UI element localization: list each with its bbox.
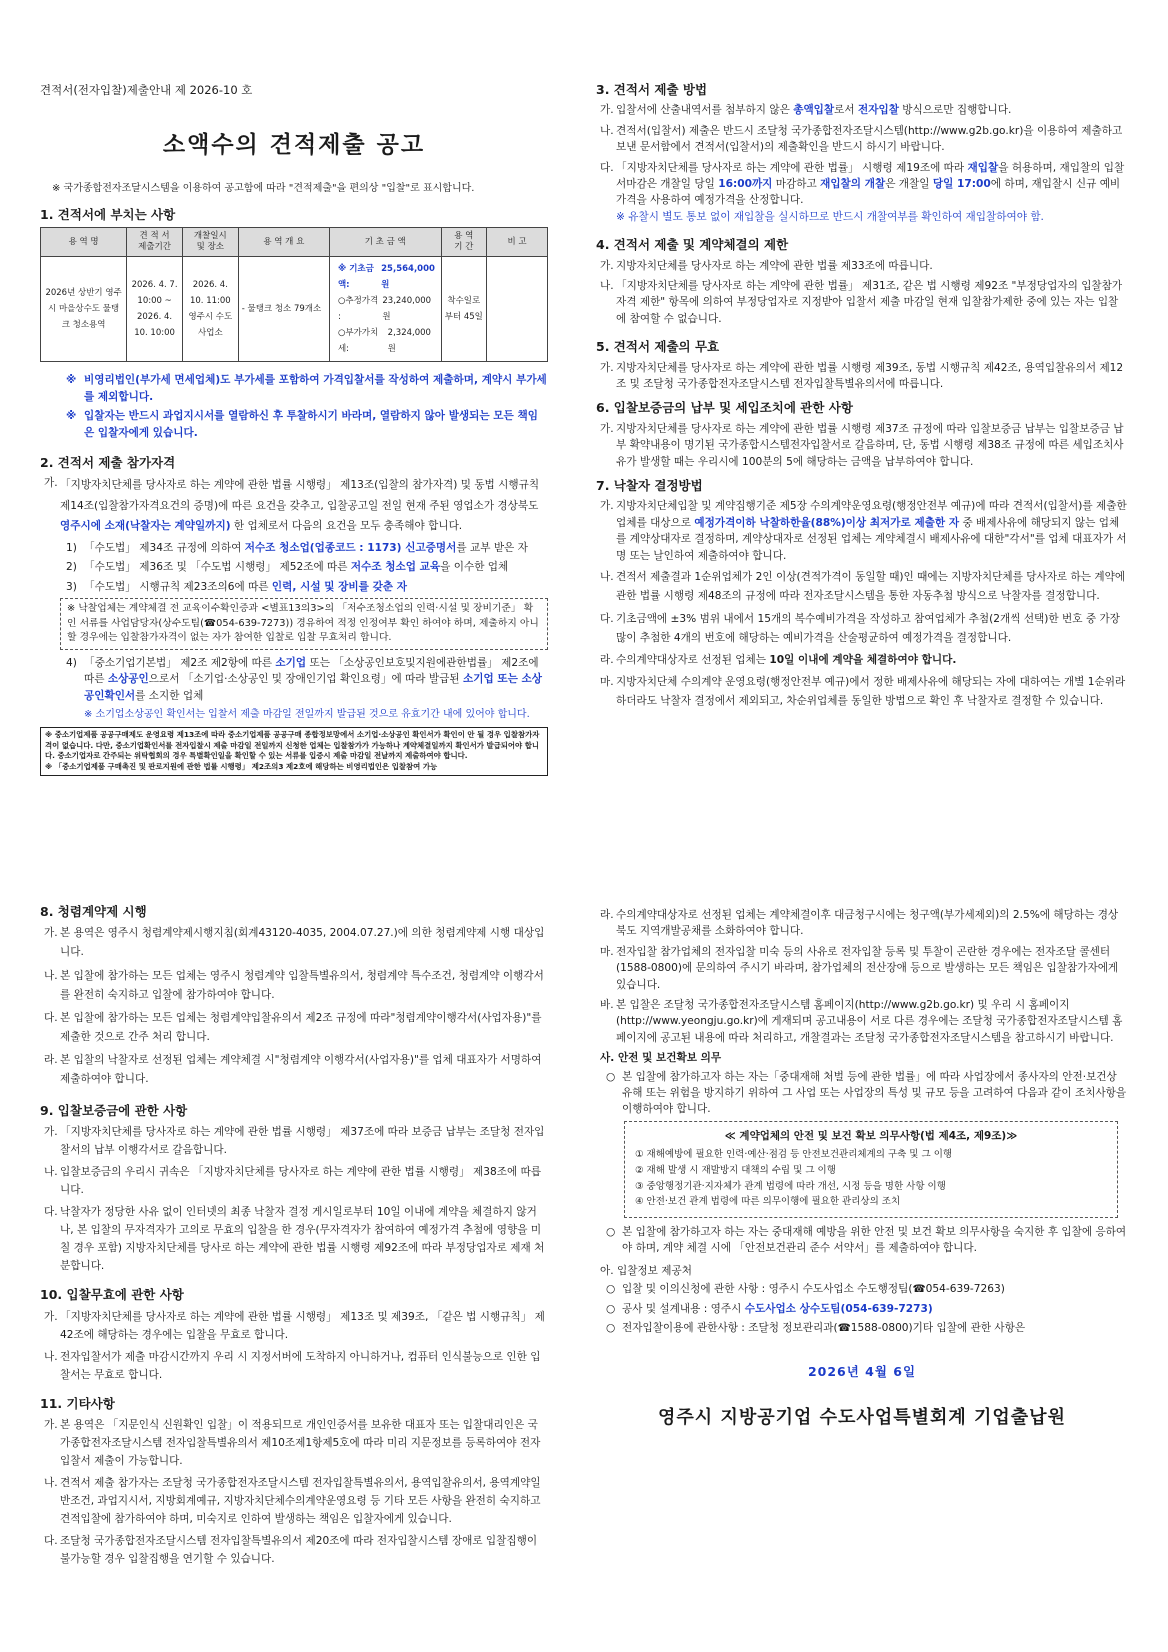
s2-item-1-a: 「수도법」 제34조 규정에 의하여 — [84, 541, 245, 554]
s9-ga: 가. 「지방자치단체를 당사자로 하는 계약에 관한 법률 시행령」 제37조에 따라 보증금 납부는 조달청 전자입찰서의 납부 이행각서로 갈음합니다. — [40, 1123, 548, 1159]
s4-na-text: 「지방자치단체를 당사자로 하는 계약에 관한 법률」 제31조, 같은 법 시행령 제92조 "부정당업자의 입찰참가자격 제한" 항목에 의하여 부정당업자로 지정받아 입찰서 제출 마감일 현재 입찰참가제한 중에 있는 자는 입찰에 참여할 수 없습니다. — [616, 280, 1123, 325]
s2-item-2-b: 저수조 청소업 교육 — [350, 561, 441, 574]
s2-item-4-c: 또는 「소상공인보호및지원에관한법률」 제2조에 따른 — [84, 657, 539, 686]
safety-box-title: ≪ 계약업체의 안전 및 보건 확보 의무사항(법 제4조, 제9조)≫ — [724, 1129, 1018, 1142]
s2-small-box-2: ※ 「중소기업제품 구매촉진 및 판로지원에 관한 법률 시행령」 제2조의3 제2호에 해당하는 비영리법인은 입찰참여 가능 — [45, 762, 438, 771]
s11-ba-text: 본 입찰은 조달청 국가종합전자조달시스템 홈페이지(http://www.g2b.go.kr) 및 우리 시 홈페이지(http://www.yeongju.go.kr)에 게재되며 공고내용이 서로 다른 경우에는 조달청 국가종합전자조달시스템 홈페이지에 공고된 내용에 따라 처리하고, 개찰결과는 조달청 국가종합전자조달시스템을 참고하시기 바랍니다. — [616, 999, 1123, 1044]
section-3-title: 3. 견적서 제출 방법 — [596, 82, 708, 97]
issuer-signature: 영주시 지방공기업 수도사업특별회계 기업출납원 — [658, 1406, 1066, 1428]
s7-na-text: 견적서 제출결과 1순위업체가 2인 이상(견적가격이 동일할 때)인 때에는 지방자치단체를 당사자로 하는 계약에 관한 법률 시행령 제48조의 규정에 따라 전자조달시스템을 통한 자동추첨 방식으로 낙찰자를 결정합니다. — [616, 571, 1126, 603]
base-amount-value: 25,564,000원 — [381, 263, 435, 290]
s3-na: 나. 견적서(입찰서) 제출은 반드시 조달청 국가종합전자조달시스템(http://www.g2b.go.kr)을 이용하여 제출하고 보낸 문서함에서 견적서(입찰서)의 제출확인을 반드시 하시기 바랍니다. — [596, 123, 1128, 156]
s2-ga-text-c: 한 업체로서 다음의 요건을 모두 충족해야 합니다. — [230, 519, 463, 532]
est-amount-row — [338, 293, 438, 325]
col-header-amount: 기 초 금 액 — [329, 228, 441, 256]
s11-da-text: 조달청 국가종합전자조달시스템 전자입찰특별유의서 제20조에 따라 전자입찰시스템 장애로 입찰집행이 불가능할 경우 입찰집행을 연기할 수 있습니다. — [60, 1535, 538, 1565]
warning-mark: ※ — [66, 374, 77, 387]
vat-amount-value: 2,324,000원 — [387, 328, 431, 355]
s3-da-g: 은 개찰일 — [885, 178, 933, 190]
est-amount-label: ○추정가격 : — [337, 295, 379, 322]
s2-note-box: ※ 낙찰업체는 계약체결 전 교육이수확인증과 <별표13의3>의 「저수조청소업의 인력·시설 및 장비기준」 확인 서류를 사업담당자(상수도팀(☎054-639-7273)) 경유하여 적정 인정여부 확인 하여야 하며, 제출하지 아니할 경우에는 입찰참가자격이 없는 자가 참여한 입찰로 입찰 무효처리 합니다. — [60, 598, 548, 650]
s6-ga-text: 지방자치단체를 당사자로 하는 계약에 관한 법률 시행령 제37조 규정에 따라 입찰보증금 납부는 입찰보증금 납부 확약내용이 명기된 국가종합시스템전자입찰서로 갈음하며, 단, 동법 시행령 제38조 규정에 따른 세입조치사유가 발생할 때는 우리시에 100분의 5에 해당하는 금액을 납부하여야 합니다. — [616, 422, 1124, 468]
vat-amount-label: ○부가가치세: — [337, 328, 379, 355]
s11-ba: 바. 본 입찰은 조달청 국가종합전자조달시스템 홈페이지(http://www.g2b.go.kr) 및 우리 시 홈페이지(http://www.yeongju.go.kr)에 게재되며 공고내용이 서로 다른 경우에는 조달청 국가종합전자조달시스템 홈페이지에 공고된 내용에 따라 처리하고, 개찰결과는 조달청 국가종합전자조달시스템을 참고하시기 바랍니다. — [596, 997, 1128, 1046]
s3-da: 다. 「지방자치단체를 당사자로 하는 계약에 관한 법률」 시행령 제19조에 따라 재입찰을 허용하며, 재입찰의 입찰서마감은 개찰일 당일 16:00까지 마감하고 재입찰의 개찰은 개찰일 당일 17:00에 하며, 재입찰시 신규 예비가격을 사용하여 예정가격을 산정합니다. ※ 유찰시 별도 통보 없이 재입찰을 실시하므로 반드시 개찰여부를 확인하여 재입찰하여야 함. — [600, 161, 1125, 223]
s11-ma: 마. 전자입찰 참가업체의 전자입찰 미숙 등의 사유로 전자입찰 등록 및 투찰이 곤란한 경우에는 전자조달 콜센터(1588-0800)에 문의하여 주시기 바라며, 참가업체의 전산장애 등으로 발생하는 모든 책임은 입찰참가자에게 있습니다. — [596, 944, 1128, 993]
s11-ra: 라. 수의계약대상자로 선정된 업체는 계약체결이후 대금청구시에는 청구액(부가세제외)의 2.5%에 해당하는 경상북도 지역개발공채를 소화하여야 합니다. — [596, 907, 1128, 940]
top-left-column — [40, 82, 548, 771]
cell-period: 2026. 4. 7. 10:00 ~ 2026. 4. 10. 10:00 — [127, 256, 183, 362]
s11-sa-2: ○ 본 입찰에 참가하고자 하는 자는 중대재해 예방을 위한 안전 및 보건 확보 의무사항을 숙지한 후 입찰에 응하여야 하며, 계약 체결 시에 「안전보건관리 준수 서약서」를 제출하여야 합니다. — [606, 1224, 1128, 1257]
s2-item-3: 3) 「수도법」 시행규칙 제23조의6에 따른 인력, 시설 및 장비를 갖춘 자 — [66, 580, 407, 593]
s8-na-text: 본 입찰에 참가하는 모든 업체는 영주시 청렴계약 입찰특별유의서, 청렴계약 특수조건, 청렴계약 이행각서를 완전히 숙지하고 입찰에 참가하여야 합니다. — [60, 969, 544, 1001]
s2-item-4-a: 「중소기업기본법」 제2조 제2항에 따른 — [84, 657, 276, 670]
s7-da-text: 기초금액에 ±3% 범위 내에서 15개의 복수예비가격을 작성하고 참여업체가 추첨(2개씩 선택)한 번호 중 가장 많이 추첨한 4개의 번호에 해당하는 예비가격을 산술평균하여 예정가격을 결정합니다. — [616, 613, 1120, 645]
s11-na: 나. 견적서 제출 참가자는 조달청 국가종합전자조달시스템 전자입찰특별유의서, 용역입찰유의서, 용역계약일반조건, 과업지시서, 지방회계예규, 지방자치단체수의계약운영요령 등 기타 모든 사항을 완전히 숙지하고 견적입찰에 참가하여야 하며, 미숙지로 인하여 발생하는 책임은 입찰자에게 있습니다. — [40, 1474, 548, 1528]
s2-item-4-g: 를 소지한 업체 — [135, 689, 204, 702]
s4-ga-text: 지방자치단체를 당사자로 하는 계약에 관한 법률 제33조에 따릅니다. — [616, 259, 933, 272]
s7-ma-text: 지방자치단체 수의계약 운영요령(행정안전부 예규)에서 정한 배제사유에 해당되는 자에 대하여는 개별 1순위라 하더라도 낙찰자 결정에서 제외되고, 차순위업체를 동일한 방법으로 확인 후 낙찰자로 결정할 수 있습니다. — [616, 675, 1126, 707]
s11-a-3-text: 전자입찰이용에 관한사항 : 조달청 정보관리과(☎1588-0800)기타 입찰에 관한 사항은 — [622, 1322, 1026, 1335]
s5-ga-text: 지방자치단체를 당사자로 하는 계약에 관한 법률 시행령 제39조, 동법 시행규칙 제42조, 용역입찰유의서 제12조 및 조달청 국가종합전자조달시스템 전자입찰특별유의서에 따릅니다. — [616, 361, 1124, 390]
s7-ra-b: 10일 이내에 계약을 체결하여야 합니다. — [769, 654, 957, 667]
s3-da-c: 을 허용하며, 재입찰의 입찰서마감은 개찰일 당일 — [616, 161, 1125, 190]
s7-ga: 가. 지방자치단체입찰 및 계약집행기준 제5장 수의계약운영요령(행정안전부 예규)에 따라 견적서(입찰서)를 제출한 업체를 대상으로 예정가격이하 낙찰하한율(88%)이상 최저가로 제출한 자 중 배제사유에 해당되지 않는 업체를 계약상대자로 결정하며, 계약상대자로 선정된 업체는 계약체결시 배제사유에 대한"각서"를 업체 대표자가 서명 또는 날인하여 제출하여야 합니다. — [600, 500, 1127, 562]
s3-ga: 가. 입찰서에 산출내역서를 첨부하지 않은 총액입찰로서 전자입찰 방식으로만 집행합니다. — [600, 104, 1012, 117]
base-amount-label: ※ 기초금액: — [337, 263, 374, 290]
s8-ra: 라. 본 입찰의 낙찰자로 선정된 업체는 계약체결 시"청렴계약 이행각서(사업자용)"를 업체 대표자가 서명하여 제출하여야 합니다. — [40, 1051, 548, 1089]
s2-small-box — [40, 727, 548, 776]
safety-duty-box — [624, 1121, 1118, 1218]
s2-item-2-a: 「수도법」 제36조 및 「수도법 시행령」 제52조에 따른 — [84, 561, 351, 574]
warning-vat-text: 비영리법인(부가세 면세업체)도 부가세를 포함하여 가격입찰서를 작성하여 제출하며, 계약시 부가세를 제외합니다. — [84, 374, 547, 403]
s4-ga: 가. 지방자치단체를 당사자로 하는 계약에 관한 법률 제33조에 따릅니다. — [596, 258, 1128, 274]
cell-name: 2026년 상반기 영주시 마을상수도 물탱크 청소용역 — [41, 256, 127, 362]
base-amount-row — [338, 261, 438, 293]
s2-item-3-a: 「수도법」 시행규칙 제23조의6에 따른 — [84, 580, 272, 593]
s11-ga: 가. 본 용역은 「지문인식 신원확인 입찰」이 적용되므로 개인인증서를 보유한 대표자 또는 입찰대리인은 국가종합전자조달시스템 전자입찰특별유의서 제10조제1항제5호에 따라 미리 지문정보를 등록하여야 전자입찰서 제출이 가능합니다. — [40, 1416, 548, 1470]
s2-ga-text-a: 「지방자치단체를 당사자로 하는 계약에 관한 법률 시행령」 제13조(입찰의 참가자격) 및 동법 시행규칙 제14조(입찰참가자격요건의 증명)에 따른 요건을 갖추고, 입찰공고일 전일 현재 주된 영업소가 경상북도 — [60, 479, 540, 512]
safety-list — [635, 1148, 1107, 1210]
warning-vat — [66, 372, 548, 405]
s11-a-3: ○ 전자입찰이용에 관한사항 : 조달청 정보관리과(☎1588-0800)기타 입찰에 관한 사항은 — [606, 1320, 1128, 1336]
s10-na: 나. 전자입찰서가 제출 마감시간까지 우리 시 지정서버에 도착하지 아니하거나, 컴퓨터 인식불능으로 인한 입찰서는 무효로 합니다. — [40, 1348, 548, 1384]
s8-ra-text: 본 입찰의 낙찰자로 선정된 업체는 계약체결 시"청렴계약 이행각서(사업자용)"를 업체 대표자가 서명하여 제출하여야 합니다. — [60, 1053, 542, 1085]
section-4-title: 4. 견적서 제출 및 계약체결의 제한 — [596, 237, 789, 253]
list-item: ④ 안전·보건 관계 법령에 따른 의무이행에 필요한 관리상의 조치 — [635, 1196, 901, 1208]
s7-ga-b: 예정가격이하 낙찰하한율(88%)이상 최저가로 제출한 자 — [694, 516, 960, 529]
s7-na: 나. 견적서 제출결과 1순위업체가 2인 이상(견적가격이 동일할 때)인 때에는 지방자치단체를 당사자로 하는 계약에 관한 법률 시행령 제48조의 규정에 따라 전자조달시스템을 통한 자동추첨 방식으로 낙찰자를 결정합니다. — [596, 568, 1128, 606]
section-6-title: 6. 입찰보증금의 납부 및 세입조치에 관한 사항 — [596, 400, 853, 416]
notice-date: 2026년 4월 6일 — [807, 1364, 917, 1380]
s10-na-text: 전자입찰서가 제출 마감시간까지 우리 시 지정서버에 도착하지 아니하거나, 컴퓨터 인식불능으로 인한 입찰서는 무효로 합니다. — [60, 1350, 541, 1381]
s2-item-4-d: 소상공인 — [107, 673, 149, 686]
s7-da: 다. 기초금액에 ±3% 범위 내에서 15개의 복수예비가격을 작성하고 참여업체가 추첨(2개씩 선택)한 번호 중 가장 많이 추첨한 4개의 번호에 해당하는 예비가격을 산술평균하여 예정가격을 결정합니다. — [596, 610, 1128, 648]
s7-ra: 라. 수의계약대상자로 선정된 업체는 10일 이내에 계약을 체결하여야 합니다. — [600, 654, 957, 667]
s3-da-note: ※ 유찰시 별도 통보 없이 재입찰을 실시하므로 반드시 개찰여부를 확인하여 재입찰하여야 함. — [616, 210, 1044, 223]
list-item: ① 재해예방에 필요한 인력·예산·점검 등 안전보건관리체계의 구축 및 그 이행 — [635, 1149, 953, 1161]
s2-ga: 가. 「지방자치단체를 당사자로 하는 계약에 관한 법률 시행령」 제13조(입찰의 참가자격) 및 동법 시행규칙 제14조(입찰참가자격요건의 증명)에 따른 요건을 갖추고, 입찰공고일 전일 현재 주된 영업소가 경상북도 영주시에 소재(낙찰자는 계약일까지) 한 업체로서 다음의 요건을 모두 충족해야 합니다. — [44, 477, 540, 532]
cell-duration: 착수일로부터 45일 — [441, 256, 487, 362]
col-header-name: 용 역 명 — [41, 228, 127, 256]
vat-amount-row — [338, 325, 438, 357]
s11-ra-text: 수의계약대상자로 선정된 업체는 계약체결이후 대금청구시에는 청구액(부가세제외)의 2.5%에 해당하는 경상북도 지역개발공채를 소화하여야 합니다. — [616, 909, 1119, 938]
s11-sa-2-text: 본 입찰에 참가하고자 하는 자는 중대재해 예방을 위한 안전 및 보건 확보 의무사항을 숙지한 후 입찰에 응하여야 하며, 계약 체결 시에 「안전보건관리 준수 서약서」를 제출하여야 합니다. — [622, 1226, 1127, 1255]
s2-item-4: 4) 「중소기업기본법」 제2조 제2항에 따른 소기업 또는 「소상공인보호및지원에관한법률」 제2조에 따른 소상공인으로서 「소기업·소상공인 및 장애인기업 확인요령」에 따라 발급된 소기업 또는 소상공인확인서를 소지한 업체 — [66, 657, 542, 702]
s2-item-4-b: 소기업 — [275, 657, 307, 670]
s3-da-a: 「지방자치단체를 당사자로 하는 계약에 관한 법률」 시행령 제19조에 따라 — [616, 161, 968, 174]
warning-mark: ※ — [66, 410, 77, 423]
s11-na-text: 견적서 제출 참가자는 조달청 국가종합전자조달시스템 전자입찰특별유의서, 용역입찰유의서, 용역계약일반조건, 과업지시서, 지방회계예규, 지방자치단체수의계약운영요령 등 기타 모든 사항을 완전히 숙지하고 견적입찰에 참가하여야 하며, 미숙지로 인하여 발생하는 책임은 입찰자에게 있습니다. — [60, 1477, 541, 1525]
bottom-left-column — [40, 902, 548, 1614]
section-7-title: 7. 낙찰자 결정방법 — [596, 478, 703, 493]
top-right-column — [596, 80, 1128, 760]
s7-ra-a: 수의계약대상자로 선정된 업체는 — [616, 654, 770, 667]
list-item: ③ 중앙행정기관·지자체가 관계 법령에 따라 개선, 시정 등을 명한 사항 이행 — [635, 1180, 946, 1192]
s11-ma-text: 전자입찰 참가업체의 전자입찰 미숙 등의 사유로 전자입찰 등록 및 투찰이 곤란한 경우에는 전자조달 콜센터(1588-0800)에 문의하여 주시기 바라며, 참가업체의 전산장애 등으로 발생하는 모든 책임은 입찰참가자에게 있습니다. — [616, 945, 1119, 991]
s7-ma: 마. 지방자치단체 수의계약 운영요령(행정안전부 예규)에서 정한 배제사유에 해당되는 자에 대하여는 개별 1순위라 하더라도 낙찰자 결정에서 제외되고, 차순위업체를 동일한 방법으로 확인 후 낙찰자로 결정할 수 있습니다. — [596, 673, 1128, 711]
s11-a-1: ○ 입찰 및 이의신청에 관한 사항 : 영주시 수도사업소 수도행정팀(☎054-639-7263) — [606, 1281, 1128, 1297]
s11-da: 다. 조달청 국가종합전자조달시스템 전자입찰특별유의서 제20조에 따라 전자입찰시스템 장애로 입찰집행이 불가능할 경우 입찰집행을 연기할 수 있습니다. — [40, 1532, 548, 1568]
cell-overview: - 물탱크 청소 79개소 — [238, 256, 329, 362]
s2-item-4-note: ※ 소기업소상공인 확인서는 입찰서 제출 마감일 전일까지 발급된 것으로 유효기간 내에 있어야 합니다. — [84, 709, 530, 721]
s2-item-4-f: 소기업 또는 소상공인확인서 — [84, 673, 542, 702]
s3-ga-d: 전자입찰 — [858, 104, 899, 117]
s9-da: 다. 낙찰자가 정당한 사유 없이 인터넷의 최종 낙찰자 결정 게시일로부터 10일 이내에 계약을 체결하지 않거나, 본 입찰의 무자격자가 고의로 무효의 입찰을 한 경우(무자격자가 참여하여 예정가격 추첨에 영향을 미칠 경우 포함) 지방자치단체를 당사로 하는 계약에 관한 법률 시행령 제92조에 따라 부정당업자로 제재 처분합니다. — [40, 1203, 548, 1275]
cell-note — [487, 256, 548, 362]
col-header-overview: 용 역 개 요 — [238, 228, 329, 256]
s11-a-title: 아. 입찰정보 제공처 — [600, 1264, 692, 1277]
s8-ga-text: 본 용역은 영주시 청렴계약제시행지침(회계43120-4035, 2004.07.27.)에 의한 청렴계약제 시행 대상입니다. — [60, 927, 545, 959]
s3-ga-b: 총액입찰 — [793, 104, 835, 117]
s9-na: 나. 입찰보증금의 우리시 귀속은 「지방자치단체를 당사자로 하는 계약에 관한 법률 시행령」 제38조에 따릅니다. — [40, 1163, 548, 1199]
section-1-title: 1. 견적서에 부치는 사항 — [40, 206, 176, 222]
section-2-title: 2. 견적서 제출 참가자격 — [40, 455, 176, 471]
s11-a-2: ○ 공사 및 설계내용 : 영주시 수도사업소 상수도팀(054-639-7273) — [606, 1302, 933, 1315]
s2-ga-text-b: 영주시에 소재(낙찰자는 계약일까지) — [60, 519, 231, 532]
s3-ga-e: 방식으로만 집행합니다. — [898, 104, 1012, 117]
s10-ga-text: 「지방자치단체를 당사자로 하는 계약에 관한 법률 시행령」 제13조 및 제39조, 「같은 법 시행규칙」 제42조에 해당하는 경우에는 입찰을 무효로 합니다. — [60, 1310, 545, 1341]
s7-ga-a: 지방자치단체입찰 및 계약집행기준 제5장 수의계약운영요령(행정안전부 예규)에 따라 견적서(입찰서)를 제출한 업체를 대상으로 — [616, 500, 1127, 529]
section-8-title: 8. 청렴계약제 시행 — [40, 904, 147, 919]
s8-da-text: 본 입찰에 참가하는 모든 업체는 청렴계약입찰유의서 제2조 규정에 따라"청렴계약이행각서(사업자용)"를 제출한 것으로 간주 처리 합니다. — [60, 1011, 542, 1043]
s3-da-b: 재입찰 — [967, 161, 999, 174]
section-5-title: 5. 견적서 제출의 무효 — [596, 339, 720, 355]
col-header-period: 견 적 서 제출기간 — [127, 228, 183, 256]
s3-da-e: 마감하고 — [772, 178, 821, 190]
s2-item-1-b: 저수조 청소업(업종코드 : 1173) 신고증명서 — [244, 541, 457, 554]
section-10-title: 10. 입찰무효에 관한 사항 — [40, 1287, 184, 1303]
bid-info-table — [40, 227, 548, 362]
s4-na: 나. 「지방자치단체를 당사자로 하는 계약에 관한 법률」 제31조, 같은 법 시행령 제92조 "부정당업자의 입찰참가자격 제한" 항목에 의하여 부정당업자로 지정받아 입찰서 제출 마감일 현재 입찰참가제한 중에 있는 자는 입찰에 참여할 수 없습니다. — [596, 278, 1128, 327]
warning-read-task-text: 입찰자는 반드시 과업지시서를 열람하신 후 투찰하시기 바라며, 열람하지 않아 발생되는 모든 책임은 입찰자에게 있습니다. — [84, 410, 538, 439]
s2-small-box-1: ※ 중소기업제품 공공구매제도 운영요령 제13조에 따라 중소기업제품 공공구매 종합정보망에서 소기업·소상공인 확인서가 확인이 안 될 경우 입찰참가자격이 없습니다. 다만, 중소기업확인서를 전자입찰시 제출 마감일 전일까지 신청한 업체는 입찰참가가 가능하나 계약체결일까지 확인서가 발급되어야 합니다. 중소기업자로 간주되는 위탁협회의 경우 특별확인일을 확인할 수 있는 서류를 입증시 제출 마감일 전날까지 제출하여야 합니다. — [45, 729, 540, 761]
col-header-note: 비 고 — [487, 228, 548, 256]
table-row — [41, 256, 548, 362]
s5-ga: 가. 지방자치단체를 당사자로 하는 계약에 관한 법률 시행령 제39조, 동법 시행규칙 제42조, 용역입찰유의서 제12조 및 조달청 국가종합전자조달시스템 전자입찰특별유의서에 따릅니다. — [596, 360, 1128, 393]
s11-ga-text: 본 용역은 「지문인식 신원확인 입찰」이 적용되므로 개인인증서를 보유한 대표자 또는 입찰대리인은 국가종합전자조달시스템 전자입찰특별유의서 제10조제1항제5호에 따라 미리 지문정보를 등록하여야 전자입찰서 제출이 가능합니다. — [60, 1419, 541, 1467]
section-11-title: 11. 기타사항 — [40, 1395, 115, 1411]
s9-ga-text: 「지방자치단체를 당사자로 하는 계약에 관한 법률 시행령」 제37조에 따라 보증금 납부는 조달청 전자입찰서의 납부 이행각서로 갈음합니다. — [60, 1126, 545, 1157]
page-title: 소액수의 견적제출 공고 — [162, 131, 426, 158]
s3-na-text: 견적서(입찰서) 제출은 반드시 조달청 국가종합전자조달시스템(http://www.g2b.go.kr)을 이용하여 제출하고 보낸 문서함에서 견적서(입찰서)의 제출확인을 반드시 하시기 바랍니다. — [616, 124, 1123, 154]
s3-da-h: 당일 17:00 — [932, 178, 991, 190]
s2-item-4-e: 으로서 「소기업·소상공인 및 장애인기업 확인요령」에 따라 발급된 — [148, 673, 463, 686]
s3-da-f: 재입찰의 개찰 — [820, 178, 886, 190]
s10-ga: 가. 「지방자치단체를 당사자로 하는 계약에 관한 법률 시행령」 제13조 및 제39조, 「같은 법 시행규칙」 제42조에 해당하는 경우에는 입찰을 무효로 합니다. — [40, 1308, 548, 1344]
list-item: ② 재해 발생 시 재발방지 대책의 수립 및 그 이행 — [635, 1164, 836, 1176]
col-header-duration: 용 역 기 간 — [441, 228, 487, 256]
s9-da-text: 낙찰자가 정당한 사유 없이 인터넷의 최종 낙찰자 결정 게시일로부터 10일 이내에 계약을 체결하지 않거나, 본 입찰의 무자격자가 고의로 무효의 입찰을 한 경우(무자격자가 참여하여 예정가격 추첨에 영향을 미칠 경우 포함) 지방자치단체를 당사로 하는 계약에 관한 법률 시행령 제92조에 따라 부정당업자로 제재 처분합니다. — [60, 1206, 545, 1273]
s7-ga-c: 중 배제사유에 해당되지 않는 업체를 계약상대자로 결정하며, 계약상대자로 선정된 업체는 계약체결시 배제사유에 대한"각서"를 업체 대표자가 서명 또는 날인하여 제출하여야 합니다. — [616, 516, 1127, 562]
s3-da-d: 16:00까지 — [718, 178, 773, 190]
s11-a-1-text: 입찰 및 이의신청에 관한 사항 : 영주시 수도사업소 수도행정팀(☎054-639-7263) — [622, 1283, 1005, 1296]
est-amount-value: 23,240,000원 — [382, 295, 432, 322]
s2-item-2: 2) 「수도법」 제36조 및 「수도법 시행령」 제52조에 따른 저수조 청소업 교육을 이수한 업체 — [66, 561, 509, 574]
s9-na-text: 입찰보증금의 우리시 귀속은 「지방자치단체를 당사자로 하는 계약에 관한 법률 시행령」 제38조에 따릅니다. — [60, 1166, 542, 1197]
bottom-right-column — [596, 906, 1128, 1616]
s11-sa-1-text: 본 입찰에 참가하고자 하는 자는「중대재해 처벌 등에 관한 법률」에 따라 사업장에서 종사자의 안전·보건상 유해 또는 위험을 방지하기 위하여 그 사업 또는 사업장의 특성 및 규모 등을 고려하여 다음과 같이 조치사항을 이행하여야 합니다. — [622, 1070, 1127, 1116]
s2-item-2-c: 을 이수한 업체 — [440, 561, 509, 574]
s3-ga-a: 입찰서에 산출내역서를 첨부하지 않은 — [616, 104, 794, 117]
notice-number: 견적서(전자입찰)제출안내 제 2026-10 호 — [40, 83, 253, 97]
s3-ga-c: 로서 — [834, 104, 858, 117]
s8-na: 나. 본 입찰에 참가하는 모든 업체는 영주시 청렴계약 입찰특별유의서, 청렴계약 특수조건, 청렴계약 이행각서를 완전히 숙지하고 입찰에 참가하여야 합니다. — [40, 967, 548, 1005]
section-9-title: 9. 입찰보증금에 관한 사항 — [40, 1102, 188, 1118]
s6-ga: 가. 지방자치단체를 당사자로 하는 계약에 관한 법률 시행령 제37조 규정에 따라 입찰보증금 납부는 입찰보증금 납부 확약내용이 명기된 국가종합시스템전자입찰서로 갈음하며, 단, 동법 시행령 제38조 규정에 따른 세입조치사유가 발생할 때는 우리시에 100분의 5에 해당하는 금액을 납부하여야 합니다. — [596, 421, 1128, 470]
s11-a-2-b: 수도사업소 상수도팀(054-639-7273) — [744, 1302, 933, 1315]
warning-read-task — [66, 408, 548, 441]
intro-note: ※ 국가종합전자조달시스템을 이용하여 공고함에 따라 "견적제출"을 편의상 "입찰"로 표시합니다. — [52, 183, 475, 195]
s8-ga: 가. 본 용역은 영주시 청렴계약제시행지침(회계43120-4035, 2004.07.27.)에 의한 청렴계약제 시행 대상입니다. — [40, 924, 548, 962]
s11-sa-title: 사. 안전 및 보건확보 의무 — [600, 1052, 722, 1065]
col-header-opening: 개찰일시 및 장소 — [182, 228, 238, 256]
cell-amount — [329, 256, 441, 362]
s8-da: 다. 본 입찰에 참가하는 모든 업체는 청렴계약입찰유의서 제2조 규정에 따라"청렴계약이행각서(사업자용)"를 제출한 것으로 간주 처리 합니다. — [40, 1009, 548, 1047]
s11-a-2-a: 공사 및 설계내용 : 영주시 — [622, 1302, 745, 1315]
s2-item-3-b: 인력, 시설 및 장비를 갖춘 자 — [271, 580, 407, 593]
s11-sa-1: ○ 본 입찰에 참가하고자 하는 자는「중대재해 처벌 등에 관한 법률」에 따라 사업장에서 종사자의 안전·보건상 유해 또는 위험을 방지하기 위하여 그 사업 또는 사업장의 특성 및 규모 등을 고려하여 다음과 같이 조치사항을 이행하여야 합니다. — [606, 1069, 1128, 1118]
s2-item-1-c: 를 교부 받은 자 — [456, 541, 528, 554]
cell-opening: 2026. 4. 10. 11:00 영주시 수도사업소 — [182, 256, 238, 362]
s3-da-i: 에 하며, 재입찰시 신규 예비가격을 사용하여 예정가격을 산정합니다. — [616, 178, 1121, 207]
s2-item-1: 1) 「수도법」 제34조 규정에 의하여 저수조 청소업(업종코드 : 1173) 신고증명서를 교부 받은 자 — [66, 541, 528, 554]
